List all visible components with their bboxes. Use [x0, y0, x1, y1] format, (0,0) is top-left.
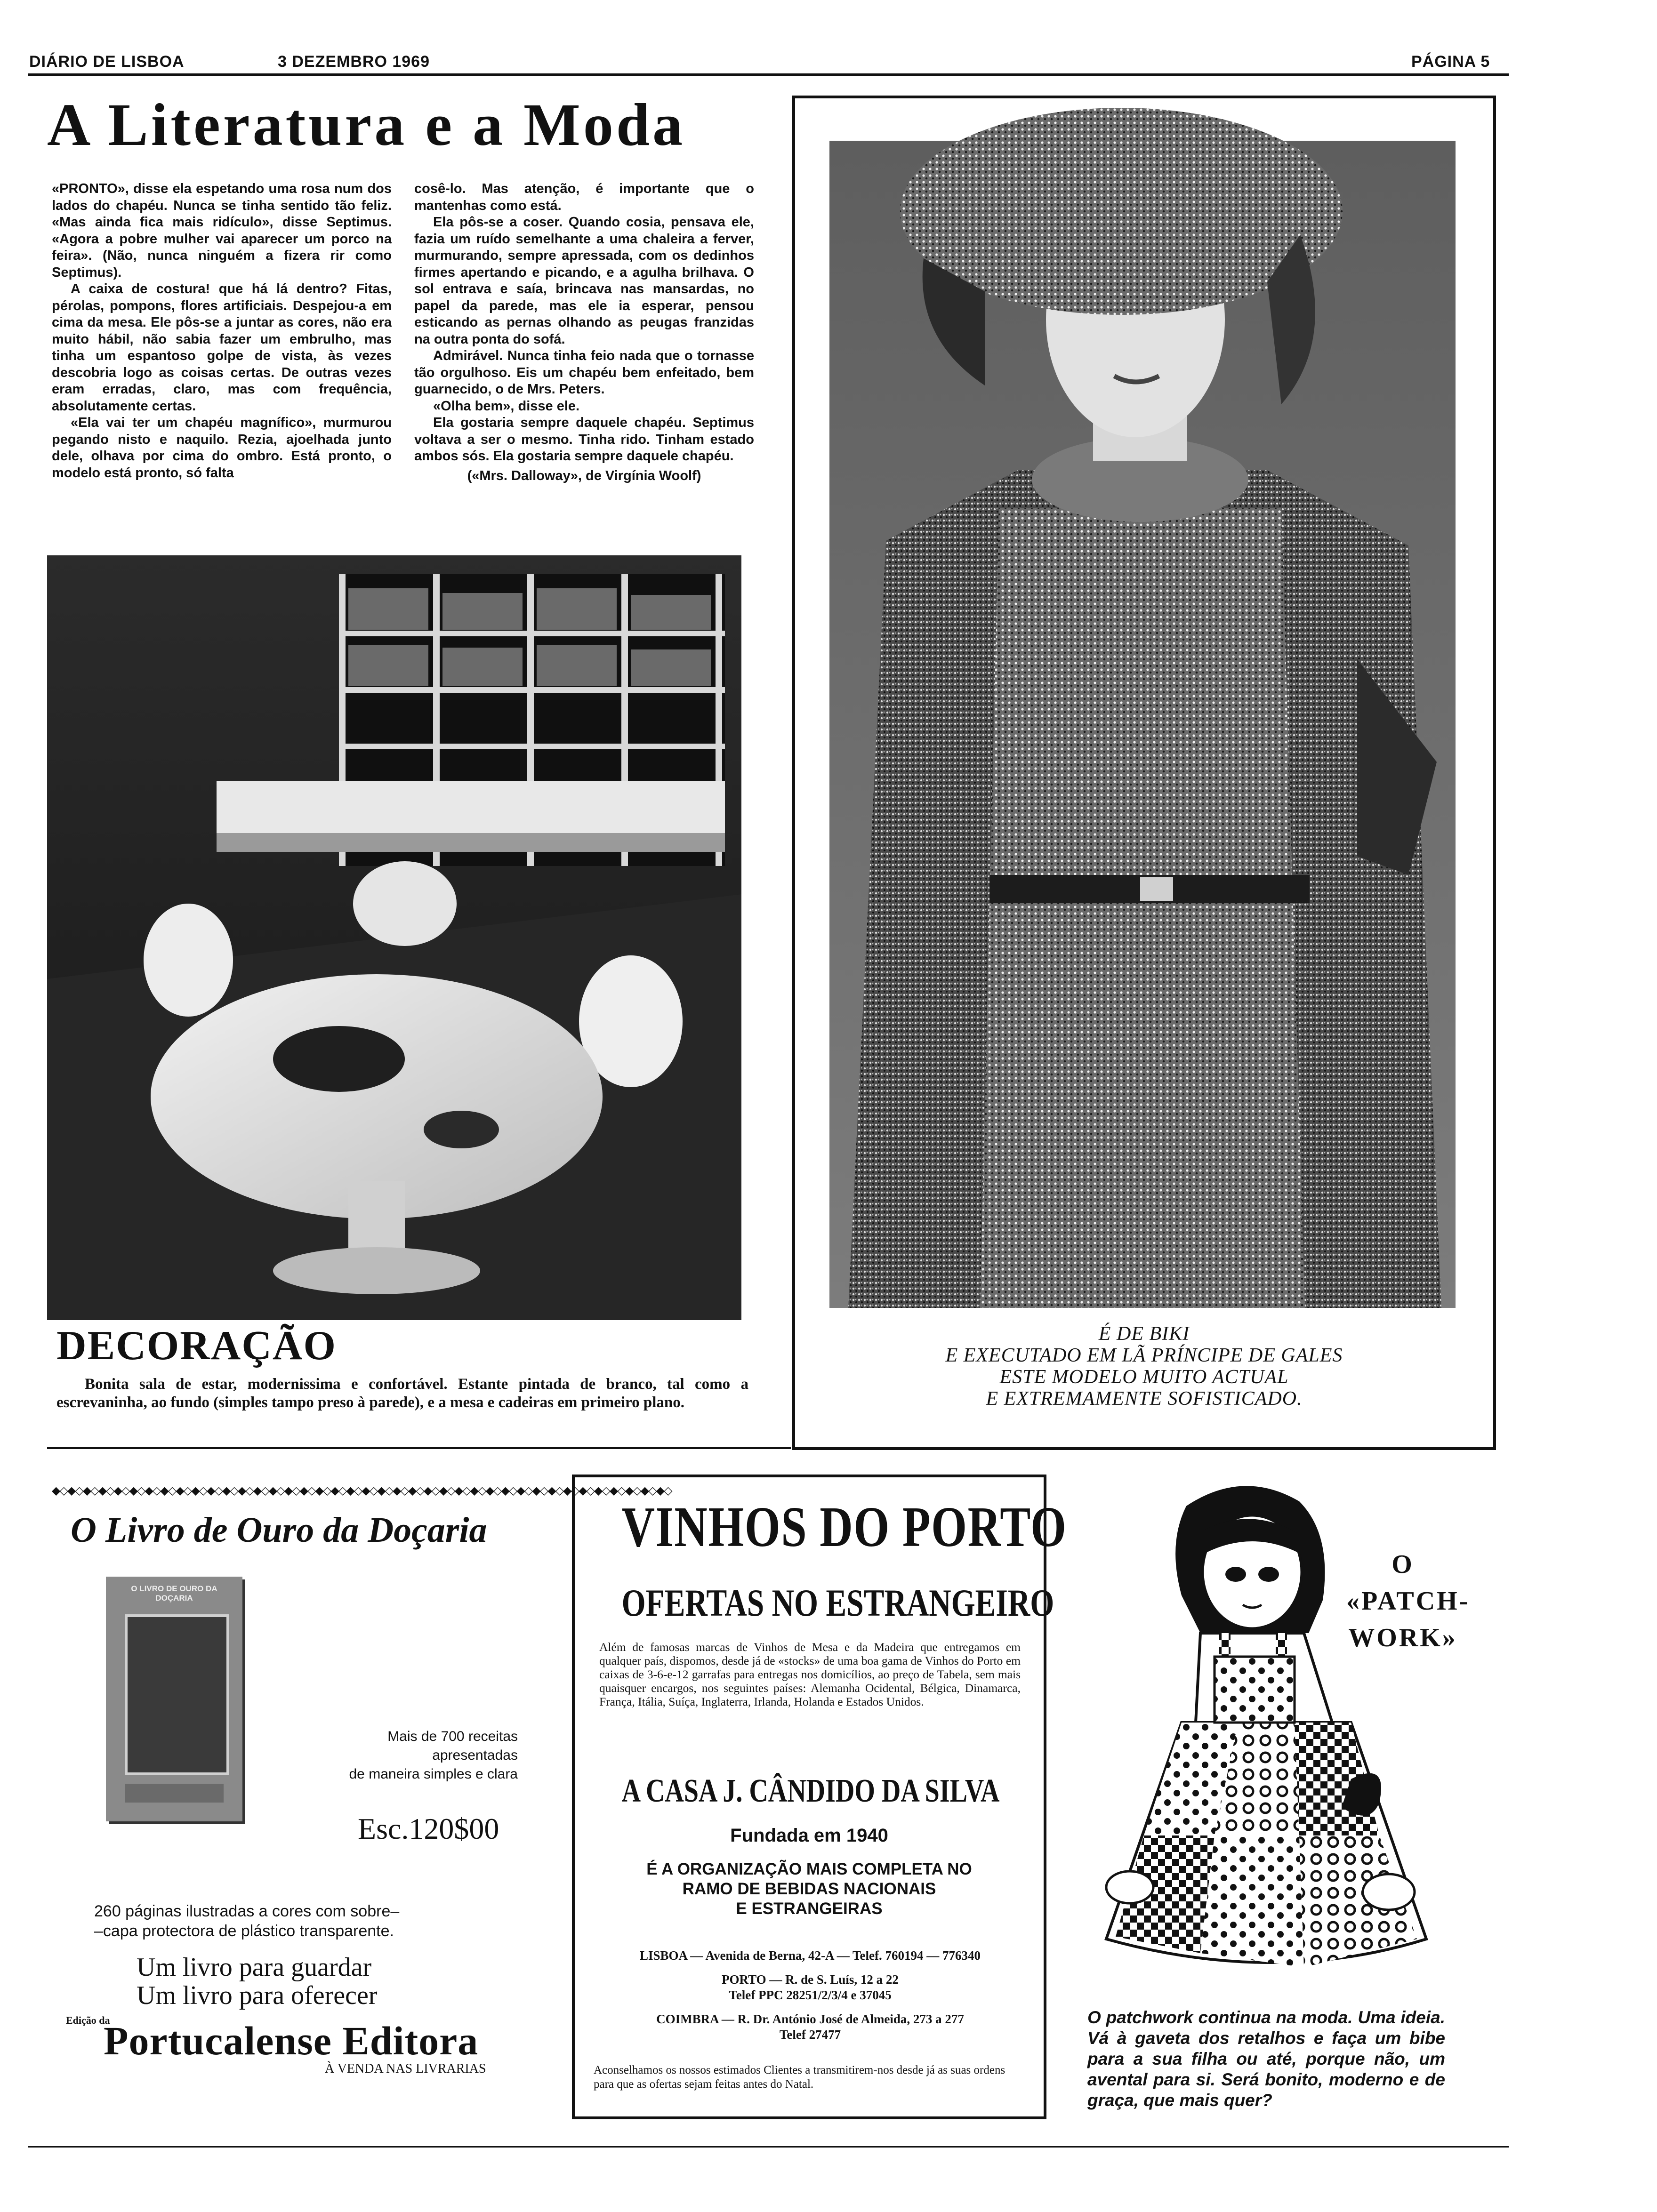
vinhos-addresses: [594, 1948, 1027, 2043]
article-paragraph: cosê-lo. Mas atenção, é importante que o mantenhas como está.: [414, 181, 754, 213]
article-paragraph: «PRONTO», disse ela espetando uma rosa num dos lados do chapéu. Nunca se tinha sentido tão feliz. «Mas ainda fica mais ridículo», disse Septimus. «Agora a pobre mulher vai aparecer um porco na feira». (Não, nunca ninguém a fizera rir como Septimus).: [52, 181, 392, 280]
fashion-caption: [795, 1323, 1493, 1410]
article-column-2: [414, 181, 754, 484]
vinhos-body: Além de famosas marcas de Vinhos de Mesa e da Madeira que entregamos em qualquer país, dispomos, desde já de «stocks» de uma boa gama de Vinhos do Porto em caixas de 3-6-e-12 garrafas para entregas nos domicílios, ao preço de Tabela, sem mais quaisquer encargos, nos seguintes países: Alemanha Ocidental, Bélgica, Dinamarca, França, Itália, Suíça, Inglaterra, Irlanda, Holanda e Estados Unidos.: [599, 1640, 1021, 1708]
article-credit: («Mrs. Dalloway», de Virgínia Woolf): [467, 468, 701, 483]
org-line: E ESTRANGEIRAS: [736, 1899, 883, 1918]
slogan-line: Um livro para oferecer: [137, 1981, 378, 2010]
article-paragraph: Ela pôs-se a coser. Quando cosia, pensava ele, fazia um ruído semelhante a uma chaleira a ferver, murmurando, sempre apressada, com os dedinhos firmes apertando e picando, e a agulha brilhava. O sol entrava e saía, brincava nas mansardas, no papel da parede, mas ele ia esperar, pensou esticando as pernas olhando as peugas franzidas na outra ponta do sofá.: [414, 215, 754, 347]
patch-title-line: WORK»: [1348, 1623, 1457, 1652]
vinhos-company: A CASA J. CÂNDIDO DA SILVA: [621, 1773, 1000, 1809]
patchwork-text: O patchwork continua na moda. Uma ideia. Vá à gaveta dos retalhos e faça um bibe para a sua filha ou até, porque não, um avental para si. Será bonito, moderno e de graça, que mais quer?: [1087, 2008, 1445, 2110]
address-line: COIMBRA — R. Dr. António José de Almeida, 273 a 277: [656, 2012, 964, 2026]
book-spine-label: O LIVRO DE OURO DA DOÇARIA: [131, 1584, 217, 1603]
org-line: RAMO DE BEBIDAS NACIONAIS: [682, 1880, 936, 1898]
blurb-line: de maneira simples e clara: [349, 1766, 518, 1782]
newspaper-name: DIÁRIO DE LISBOA: [29, 53, 185, 71]
article-column-1: [52, 181, 392, 481]
header-rule: [28, 73, 1509, 76]
vinhos-founded: Fundada em 1940: [730, 1825, 888, 1846]
address-line: Telef PPC 28251/2/3/4 e 37045: [729, 1988, 892, 2002]
decoracao-text: Bonita sala de estar, modernissima e confortável. Estante pintada de branco, tal como a escrevaninha, ao fundo (simples tampo preso à parede), e a mesa e cadeiras em primeiro plano.: [56, 1376, 748, 1411]
book-price: Esc.120$00: [358, 1812, 499, 1845]
patch-title-line: «PATCH-: [1346, 1587, 1470, 1616]
book-cover: [106, 1577, 242, 1821]
slogan-line: Um livro para guardar: [137, 1953, 372, 1982]
article-paragraph: «Ela vai ter um chapéu magnífico», murmurou pegando nisto e naquilo. Rezia, ajoelhada junto dele, olhava por cima do ombro. Está pronto, o modelo está pronto, só falta: [52, 415, 392, 481]
fashion-feature-box: [792, 96, 1496, 1450]
address-line: PORTO — R. de S. Luís, 12 a 22: [722, 1972, 899, 1987]
article-title: A Literatura e a Moda: [47, 91, 685, 158]
vinhos-footer: Aconselhamos os nossos estimados Clientes a transmitirem-nos desde já as suas ordens para que as ofertas sejam feitas antes do Natal.: [594, 2064, 1005, 2091]
sale-note: À VENDA NAS LIVRARIAS: [325, 2061, 486, 2076]
pages-line: 260 páginas ilustradas a cores com sobre–: [94, 1902, 400, 1920]
caption-line: É DE BIKI: [1098, 1323, 1190, 1345]
patch-title-line: O: [1392, 1550, 1414, 1579]
blurb-line: apresentadas: [432, 1747, 518, 1763]
caption-line: E EXECUTADO EM LÃ PRÍNCIPE DE GALES: [945, 1345, 1343, 1366]
left-bottom-rule: [47, 1447, 791, 1449]
book-ad-title: O Livro de Ouro da Doçaria: [71, 1510, 487, 1550]
book-slogans: [137, 1953, 378, 2010]
book-blurb: [292, 1727, 518, 1784]
publisher-name: Portucalense Editora: [104, 2018, 479, 2063]
vinhos-org: [575, 1859, 1044, 1919]
book-cover-footer: [125, 1784, 224, 1803]
vinhos-do-porto-ad: [572, 1475, 1067, 2119]
living-room-illustration: [47, 555, 741, 1320]
page-bottom-rule: [28, 2146, 1509, 2148]
address-line: LISBOA — Avenida de Berna, 42-A — Telef. 760194 — 776340: [639, 1948, 981, 1963]
article-paragraph: Admirável. Nunca tinha feio nada que o tornasse tão orgulhoso. Eis um chapéu bem enfeitado, bem guarnecido, o de Mrs. Peters.: [414, 348, 754, 397]
edicao-label: Edição da: [66, 2014, 110, 2026]
diamond-border: ◆◇◆◇◆◇◆◇◆◇◆◇◆◇◆◇◆◇◆◇◆◇◆◇◆◇◆◇◆◇◆◇◆◇◆◇◆◇◆◇◆◇◆◇◆◇◆◇◆◇◆◇◆◇◆◇◆◇◆◇◆◇◆◇◆◇◆◇◆◇◆◇◆◇◆◇◆◇◆◇: [52, 1484, 672, 1497]
fashion-model-illustration: [829, 141, 1456, 1308]
org-line: É A ORGANIZAÇÃO MAIS COMPLETA NO: [646, 1860, 972, 1878]
vinhos-title: VINHOS DO PORTO: [621, 1495, 1067, 1559]
patchwork-title: [1346, 1546, 1470, 1656]
blurb-line: Mais de 700 receitas: [387, 1729, 518, 1744]
caption-line: E EXTREMAMENTE SOFISTICADO.: [986, 1388, 1303, 1410]
book-cover-window: [125, 1614, 229, 1775]
decoracao-heading: DECORAÇÃO: [56, 1323, 337, 1369]
article-paragraph: «Olha bem», disse ele.: [433, 398, 580, 414]
vinhos-subtitle: OFERTAS NO ESTRANGEIRO: [621, 1581, 1054, 1624]
article-paragraph: A caixa de costura! que há lá dentro? Fitas, pérolas, pompons, flores artificiais. Despejou-a em cima da mesa. Ele pôs-se a juntar as cores, não era muito hábil, não sabia fazer um embrulho, mas tinha um espantoso golpe de vista, às vezes descobria logo as coisas certas. De outras vezes eram erradas, claro, mas com frequência, absolutamente certas.: [52, 281, 392, 414]
page-number: PÁGINA 5: [1411, 53, 1490, 71]
issue-date: 3 DEZEMBRO 1969: [278, 53, 430, 71]
book-pages-note: [94, 1901, 508, 1941]
living-room-photo: [47, 555, 741, 1320]
pages-line: –capa protectora de plástico transparente.: [94, 1922, 394, 1940]
address-line: Telef 27477: [779, 2028, 841, 2042]
article-paragraph: Ela gostaria sempre daquele chapéu. Septimus voltava a ser o mesmo. Tinha rido. Tinham estado ambos sós. Ela gostaria sempre daquele chapéu.: [414, 415, 754, 464]
caption-line: ESTE MODELO MUITO ACTUAL: [999, 1366, 1289, 1388]
fashion-model-photo: [829, 141, 1456, 1308]
